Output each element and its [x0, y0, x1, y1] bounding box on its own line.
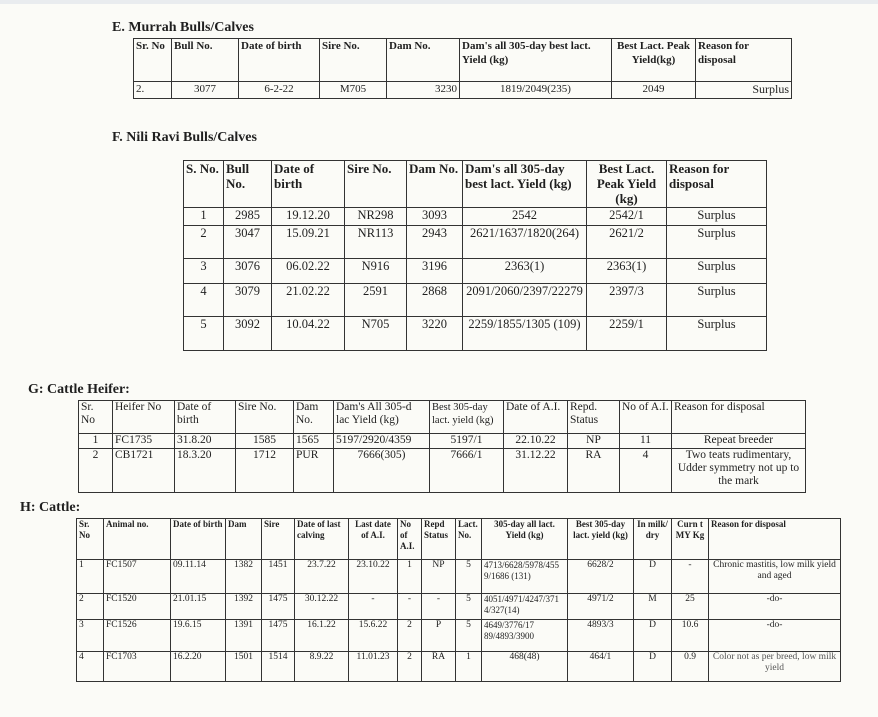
table-cell: Repeat breeder	[672, 434, 806, 449]
column-header: 305-day all lact. Yield (kg)	[482, 519, 568, 560]
table-cell: 21.01.15	[171, 594, 226, 620]
column-header: In milk/ dry	[634, 519, 672, 560]
table-cell: 16.1.22	[295, 620, 349, 652]
table-row	[184, 208, 767, 226]
table-cell: -	[672, 560, 709, 594]
table-row	[79, 434, 806, 449]
table-cell: 2	[398, 620, 422, 652]
table-cell: 3092	[224, 317, 272, 351]
column-header: Repd. Status	[568, 401, 620, 434]
table-cell: Two teats rudimentary, Udder symmetry not up to the mark	[672, 449, 806, 493]
table-cell: Surplus	[667, 317, 767, 351]
table-cell: 1475	[262, 594, 295, 620]
table-cell: -	[422, 594, 456, 620]
table-cell: 2591	[345, 284, 407, 317]
column-header: Best Lact. Peak Yield (kg)	[587, 161, 667, 208]
column-header: Date of birth	[175, 401, 236, 434]
table-cell: 5	[456, 620, 482, 652]
table-row	[184, 226, 767, 259]
table-cell: 30.12.22	[295, 594, 349, 620]
column-header: Lact. No.	[456, 519, 482, 560]
table-cell: N916	[345, 259, 407, 284]
table-cell: 464/1	[568, 652, 634, 682]
table-cell: -do-	[709, 594, 841, 620]
table-cell: FC1703	[104, 652, 171, 682]
table-cell: 2	[77, 594, 104, 620]
table-cell: 3	[184, 259, 224, 284]
table-cell: FC1507	[104, 560, 171, 594]
table-row	[79, 449, 806, 493]
table-cell: M	[634, 594, 672, 620]
column-header: Dam	[226, 519, 262, 560]
table-header-row	[134, 39, 792, 82]
table-cell: 16.2.20	[171, 652, 226, 682]
table-cell: 4713/6628/5978/4559/1686 (131)	[482, 560, 568, 594]
table-cell: 15.6.22	[349, 620, 398, 652]
column-header: Sire	[262, 519, 295, 560]
table-cell: 2542	[463, 208, 587, 226]
table-header-row	[184, 161, 767, 208]
table-cell: NR113	[345, 226, 407, 259]
table-cell: 1382	[226, 560, 262, 594]
table-cell: 4	[184, 284, 224, 317]
table-cell: 5	[184, 317, 224, 351]
table-cell: 8.9.22	[295, 652, 349, 682]
table-cell: 1	[79, 434, 113, 449]
table-cell: 468(48)	[482, 652, 568, 682]
table-cell: 2049	[612, 82, 696, 99]
column-header: Animal no.	[104, 519, 171, 560]
table-cell: 5	[456, 560, 482, 594]
table-cell: 2621/1637/1820(264)	[463, 226, 587, 259]
table-cell: 4	[620, 449, 672, 493]
table-cell: 23.7.22	[295, 560, 349, 594]
table-cell: 5197/2920/4359	[334, 434, 430, 449]
table-cell: 2397/3	[587, 284, 667, 317]
table-cell: 1475	[262, 620, 295, 652]
table-cell: 2542/1	[587, 208, 667, 226]
column-header: Best 305-day lact. yield (kg)	[568, 519, 634, 560]
table-row	[77, 594, 841, 620]
table-cell: 1	[184, 208, 224, 226]
table-cell: 7666/1	[430, 449, 504, 493]
column-header: Heifer No	[113, 401, 175, 434]
table-cell: 31.12.22	[504, 449, 568, 493]
table-cell: 2985	[224, 208, 272, 226]
table-cell: 3076	[224, 259, 272, 284]
table-row	[134, 82, 792, 99]
table-cell: -	[349, 594, 398, 620]
table-cell: 1514	[262, 652, 295, 682]
table-cell: PUR	[294, 449, 334, 493]
column-header: Best 305-day lact. yield (kg)	[430, 401, 504, 434]
table-cell: 10.04.22	[272, 317, 345, 351]
table-cell: RA	[568, 449, 620, 493]
column-header: Curn t MY Kg	[672, 519, 709, 560]
table-cell: 3079	[224, 284, 272, 317]
table-cell: 23.10.22	[349, 560, 398, 594]
section-f-title: F. Nili Ravi Bulls/Calves	[112, 130, 257, 145]
table-cell: 1451	[262, 560, 295, 594]
column-header: Date of birth	[171, 519, 226, 560]
table-cell: 1819/2049(235)	[460, 82, 612, 99]
table-cell: D	[634, 652, 672, 682]
table-cell: P	[422, 620, 456, 652]
column-header: Bull No.	[172, 39, 239, 82]
table-cell: 3047	[224, 226, 272, 259]
column-header: Last date of A.I.	[349, 519, 398, 560]
column-header: Reason for disposal	[672, 401, 806, 434]
table-cell: -	[398, 594, 422, 620]
table-cell: 31.8.20	[175, 434, 236, 449]
table-cell: 1501	[226, 652, 262, 682]
column-header: Dam's All 305-d lac Yield (kg)	[334, 401, 430, 434]
table-cell: 15.09.21	[272, 226, 345, 259]
table-cell: 4971/2	[568, 594, 634, 620]
table-cell: 1	[77, 560, 104, 594]
table-cell: CB1721	[113, 449, 175, 493]
table-cell: 1392	[226, 594, 262, 620]
table-cell: M705	[320, 82, 387, 99]
table-cell: 2363(1)	[587, 259, 667, 284]
column-header: No of A.I.	[398, 519, 422, 560]
table-cell: 09.11.14	[171, 560, 226, 594]
section-e-title: E. Murrah Bulls/Calves	[112, 20, 254, 35]
column-header: Date of last calving	[295, 519, 349, 560]
table-cell: 7666(305)	[334, 449, 430, 493]
column-header: Sire No.	[345, 161, 407, 208]
table-cell: 2363(1)	[463, 259, 587, 284]
column-header: Best Lact. Peak Yield(kg)	[612, 39, 696, 82]
table-cell: 1	[398, 560, 422, 594]
column-header: Sire No.	[236, 401, 294, 434]
table-cell: RA	[422, 652, 456, 682]
table-cell: 10.6	[672, 620, 709, 652]
table-cell: FC1526	[104, 620, 171, 652]
column-header: Dam's all 305-day best lact. Yield (kg)	[460, 39, 612, 82]
table-cell: NP	[568, 434, 620, 449]
column-header: Sire No.	[320, 39, 387, 82]
column-header: Date of A.I.	[504, 401, 568, 434]
table-cell: 2.	[134, 82, 172, 99]
column-header: Dam No.	[387, 39, 460, 82]
table-cell: 2	[79, 449, 113, 493]
table-cell: 2	[398, 652, 422, 682]
table-cell: Surplus	[667, 226, 767, 259]
table-cell: 2621/2	[587, 226, 667, 259]
table-cell: Surplus	[667, 284, 767, 317]
nili-ravi-bulls-table	[183, 160, 767, 351]
table-cell: 21.02.22	[272, 284, 345, 317]
column-header: Sr. No	[79, 401, 113, 434]
table-cell: 2943	[407, 226, 463, 259]
table-cell: 2868	[407, 284, 463, 317]
table-cell: 1712	[236, 449, 294, 493]
table-cell: 4649/3776/17 89/4893/3900	[482, 620, 568, 652]
table-cell: D	[634, 560, 672, 594]
table-cell: FC1735	[113, 434, 175, 449]
table-row	[184, 284, 767, 317]
table-cell: Color not as per breed, low milk yield	[709, 652, 841, 682]
table-cell: 11	[620, 434, 672, 449]
table-cell: D	[634, 620, 672, 652]
section-h-title: H: Cattle:	[20, 500, 81, 515]
table-cell: NP	[422, 560, 456, 594]
column-header: Reason for disposal	[696, 39, 792, 82]
table-cell: -do-	[709, 620, 841, 652]
table-cell: 3230	[387, 82, 460, 99]
table-cell: 2	[184, 226, 224, 259]
column-header: Date of birth	[272, 161, 345, 208]
murrah-bulls-table	[133, 38, 792, 99]
table-cell: Surplus	[696, 82, 792, 99]
table-cell: N705	[345, 317, 407, 351]
table-row	[77, 652, 841, 682]
column-header: Bull No.	[224, 161, 272, 208]
table-cell: 0.9	[672, 652, 709, 682]
table-row	[77, 560, 841, 594]
column-header: Dam No.	[407, 161, 463, 208]
table-cell: 4893/3	[568, 620, 634, 652]
table-cell: 19.6.15	[171, 620, 226, 652]
column-header: S. No.	[184, 161, 224, 208]
top-border	[0, 0, 878, 4]
table-cell: 1585	[236, 434, 294, 449]
table-row	[184, 317, 767, 351]
column-header: Dam No.	[294, 401, 334, 434]
table-cell: 1565	[294, 434, 334, 449]
table-cell: 3220	[407, 317, 463, 351]
table-header-row	[77, 519, 841, 560]
table-cell: 6-2-22	[239, 82, 320, 99]
table-cell: NR298	[345, 208, 407, 226]
column-header: No of A.I.	[620, 401, 672, 434]
table-cell: 3093	[407, 208, 463, 226]
column-header: Sr. No	[77, 519, 104, 560]
table-cell: 06.02.22	[272, 259, 345, 284]
table-cell: Chronic mastitis, low milk yield and aged	[709, 560, 841, 594]
table-cell: 3077	[172, 82, 239, 99]
table-cell: 25	[672, 594, 709, 620]
table-cell: 3196	[407, 259, 463, 284]
table-cell: 5	[456, 594, 482, 620]
cattle-table	[76, 518, 841, 682]
table-cell: 19.12.20	[272, 208, 345, 226]
table-cell: Surplus	[667, 208, 767, 226]
table-cell: FC1520	[104, 594, 171, 620]
column-header: Dam's all 305-day best lact. Yield (kg)	[463, 161, 587, 208]
table-cell: 2259/1	[587, 317, 667, 351]
column-header: Repd Status	[422, 519, 456, 560]
column-header: Reason for disposal	[667, 161, 767, 208]
table-cell: 5197/1	[430, 434, 504, 449]
table-cell: 2259/1855/1305 (109)	[463, 317, 587, 351]
section-g-title: G: Cattle Heifer:	[28, 382, 130, 397]
table-cell: 1	[456, 652, 482, 682]
table-cell: 2091/2060/2397/22279	[463, 284, 587, 317]
table-cell: 6628/2	[568, 560, 634, 594]
table-cell: 4051/4971/4247/3714/327(14)	[482, 594, 568, 620]
column-header: Date of birth	[239, 39, 320, 82]
table-row	[184, 259, 767, 284]
table-cell: 3	[77, 620, 104, 652]
table-cell: 18.3.20	[175, 449, 236, 493]
table-row	[77, 620, 841, 652]
table-cell: 11.01.23	[349, 652, 398, 682]
column-header: Reason for disposal	[709, 519, 841, 560]
table-cell: 1391	[226, 620, 262, 652]
cattle-heifer-table	[78, 400, 806, 493]
table-header-row	[79, 401, 806, 434]
table-cell: 4	[77, 652, 104, 682]
table-cell: 22.10.22	[504, 434, 568, 449]
table-cell: Surplus	[667, 259, 767, 284]
column-header: Sr. No	[134, 39, 172, 82]
